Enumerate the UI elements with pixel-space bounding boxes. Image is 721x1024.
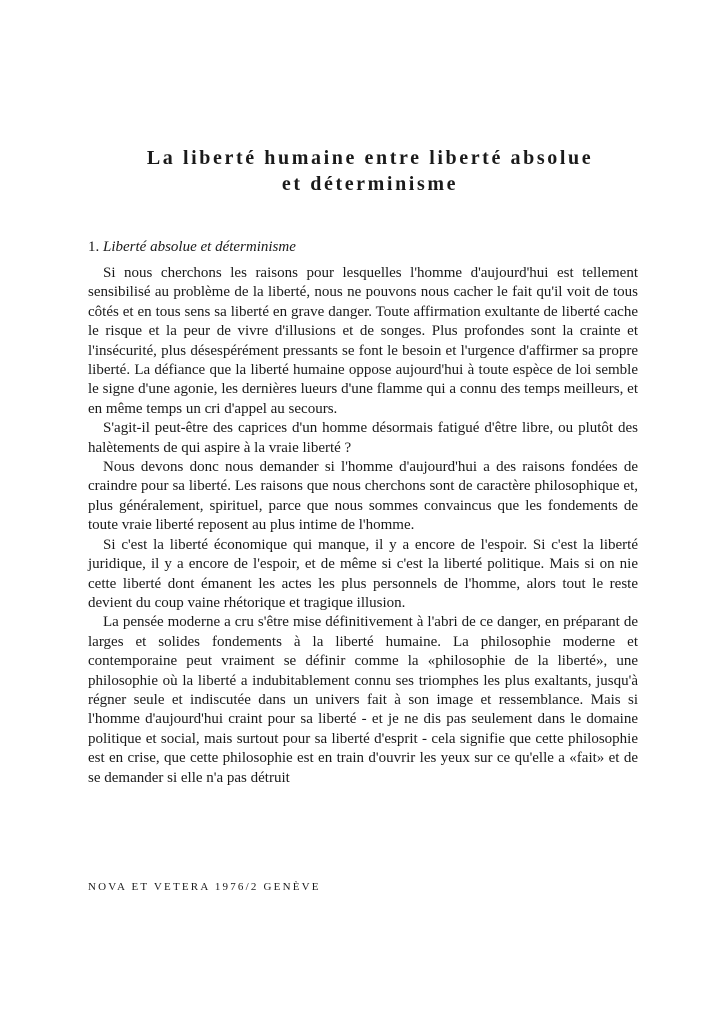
body-paragraph: Si c'est la liberté économique qui manque, il y a encore de l'espoir. Si c'est la liberté juridique, il y a encore de l'espoir, et de même si c'est la liberté politique. Mais si on nie cette liberté dont émanent les actes les plus personnels de l'homme, alors tout le reste devient du coup vaine rhétorique et tragique illusion. [88,536,638,611]
journal-footer: NOVA ET VETERA 1976/2 GENÈVE [88,881,321,893]
section-heading [88,238,296,257]
body-paragraph: Nous devons donc nous demander si l'homme d'aujourd'hui a des raisons fondées de craindre pour sa liberté. Les raisons que nous cherchons sont de caractère philosophique et, plus généralement, spirituel, parce que nous sommes convaincus que les fondements de toute vraie liberté reposent au plus intime de l'homme. [88,459,638,534]
article-title-line-2: et déterminisme [281,173,459,195]
body-paragraph: Si nous cherchons les raisons pour lesquelles l'homme d'aujourd'hui est tellement sensibilisé au problème de la liberté, nous ne pouvons nous cacher le fait qu'il voit de tous côtés et en tous sens sa liberté en grave danger. Toute affirmation exultante de liberté cache le risque et la peur de vivre d'illusions et de songes. Plus profondes sont la crainte et l'insécurité, plus désespérément pressants se font le besoin et l'urgence d'affirmer sa propre liberté. La défiance que la liberté humaine oppose aujourd'hui à toute espèce de loi semble le signe d'une agonie, les dernières lueurs d'une flamme qui a connu des temps meilleurs, et en même temps un cri d'appel au secours. [88,265,638,417]
article-title-line-1: La liberté humaine entre liberté absolue [146,147,594,169]
section-number: 1. [88,239,100,255]
body-paragraph: La pensée moderne a cru s'être mise définitivement à l'abri de ce danger, en préparant de larges et solides fondements à la liberté humaine. La philosophie moderne et contemporaine peut vraiment se définir comme la «philosophie de la liberté», une philosophie où la liberté a indubitablement connu ses triomphes les plus exaltants, jusqu'à régner seule et indiscutée dans un univers fait à son image et ressemblance. Mais si l'homme d'aujourd'hui craint pour sa liberté - et je ne dis pas seulement dans le domaine politique et social, mais surtout pour sa liberté d'esprit - cela signifie que cette philosophie est en crise, que cette philosophie est en train d'ouvrir les yeux sur ce qu'elle a «fait» et de se demander si elle n'a pas détruit [88,614,638,786]
article-body [88,264,638,788]
section-title: Liberté absolue et déterminisme [103,239,296,255]
body-paragraph: S'agit-il peut-être des caprices d'un homme désormais fatigué d'être libre, ou plutôt des halètements de qui aspire à la vraie liberté ? [88,420,638,456]
article-title [70,145,670,197]
